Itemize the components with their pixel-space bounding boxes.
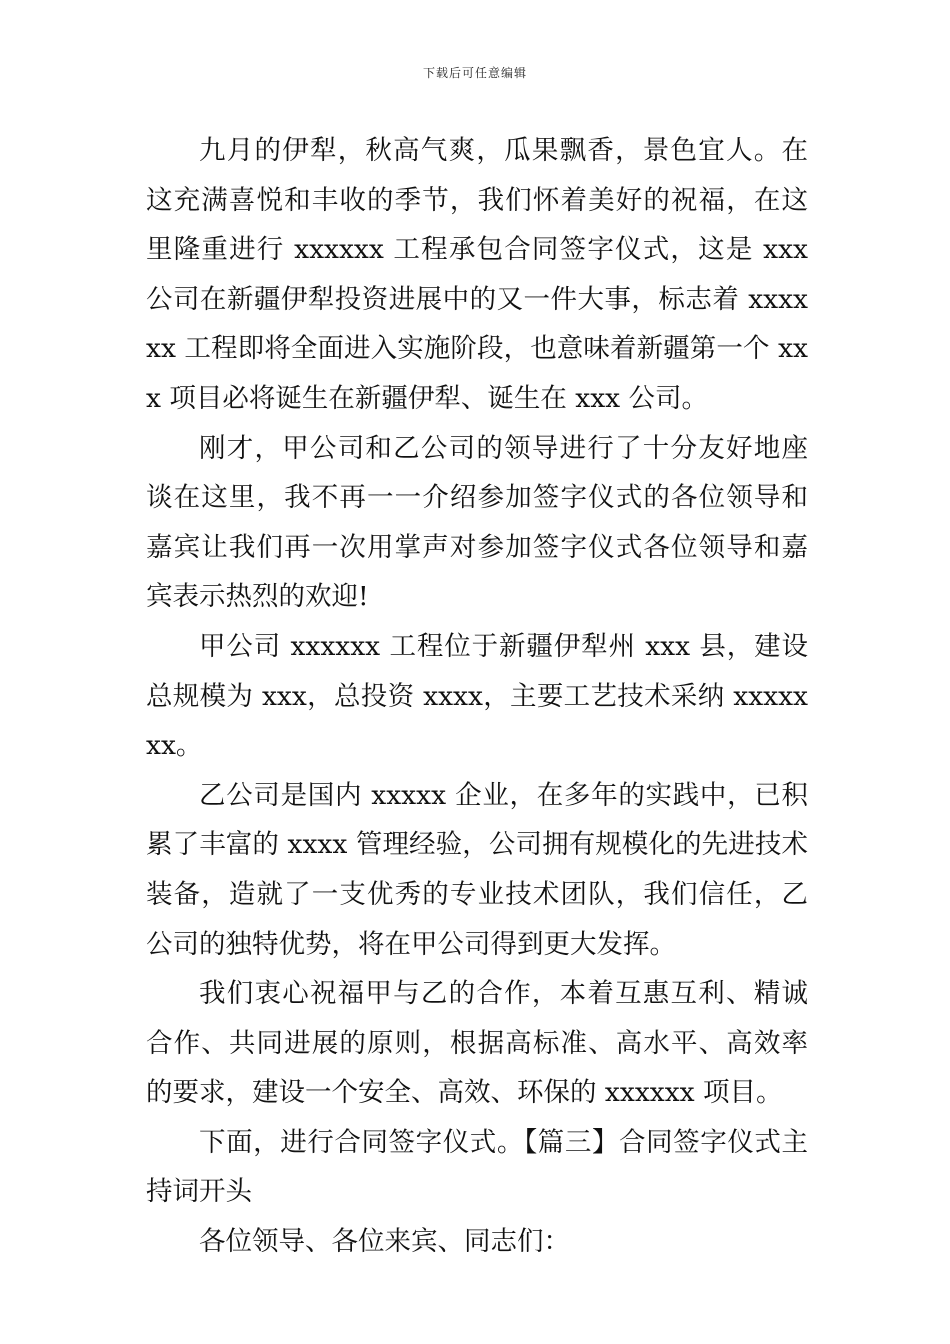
paragraph-6: 下面，进行合同签字仪式。【篇三】合同签字仪式主持词开头 <box>146 1126 808 1208</box>
document-body <box>146 126 808 1267</box>
page-header-note: 下载后可任意编辑 <box>422 66 527 80</box>
paragraph-2: 刚才，甲公司和乙公司的领导进行了十分友好地座谈在这里，我不再一一介绍参加签字仪式的各位领导和嘉宾让我们再一次用掌声对参加签字仪式各位领导和嘉宾表示热烈的欢迎! <box>146 432 808 613</box>
paragraph-5: 我们衷心祝福甲与乙的合作，本着互惠互利、精诚合作、共同进展的原则，根据高标准、高水平、高效率的要求，建设一个安全、高效、环保的 xxxxxx 项目。 <box>146 978 808 1109</box>
paragraph-1: 九月的伊犁，秋高气爽，瓜果飘香，景色宜人。在这充满喜悦和丰收的季节，我们怀着美好的祝福，在这里隆重进行 xxxxxx 工程承包合同签字仪式，这是 xxx 公司在新疆伊犁投资进展中的又一件大事，标志着 xxxxxx 工程即将全面进入实施阶段，也意味着新疆第一个 xxx 项目必将诞生在新疆伊犁、诞生在 xxx 公司。 <box>146 135 808 414</box>
paragraph-4: 乙公司是国内 xxxxx 企业，在多年的实践中，已积累了丰富的 xxxx 管理经验，公司拥有规模化的先进技术装备，造就了一支优秀的专业技术团队，我们信任，乙公司的独特优势，将在甲公司得到更大发挥。 <box>146 779 808 960</box>
paragraph-3: 甲公司 xxxxxx 工程位于新疆伊犁州 xxx 县，建设总规模为 xxx，总投资 xxxx，主要工艺技术采纳 xxxxxxx。 <box>146 630 808 762</box>
paragraph-7: 各位领导、各位来宾、同志们： <box>199 1226 570 1258</box>
